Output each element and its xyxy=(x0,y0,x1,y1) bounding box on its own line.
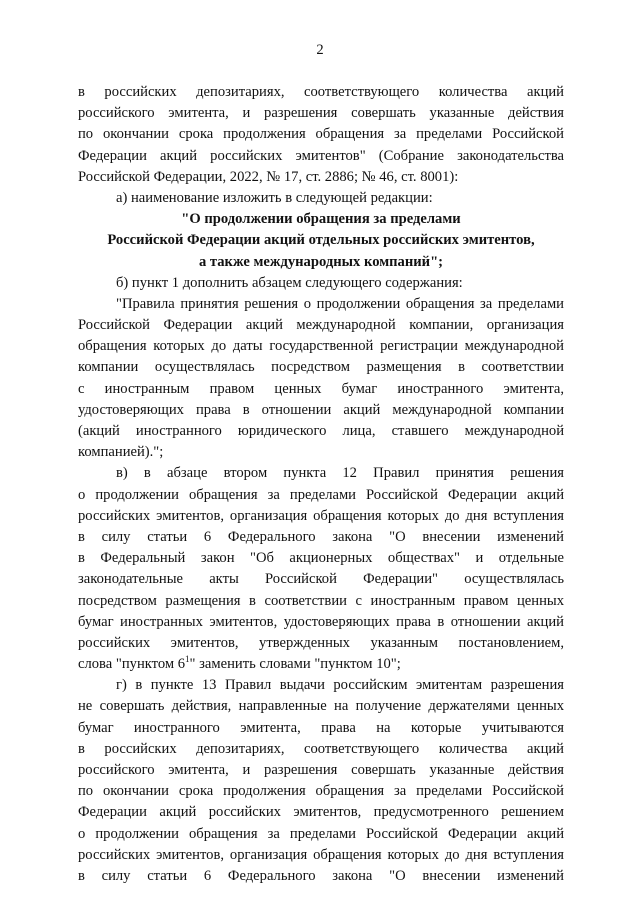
text-line: по окончании срока продолжения обращения за пределами Российской xyxy=(78,126,564,143)
text-line: российских эмитентов, организация обращения которых до дня вступления xyxy=(78,507,564,524)
text-line: "Правила принятия решения о продолжении обращения за пределами xyxy=(116,295,564,312)
text-line: бумаг иностранных эмитентов, удостоверяющих права в отношении акций xyxy=(78,613,564,630)
text-line: в российских депозитариях, соответствующего количества акций xyxy=(78,740,564,757)
page-number: 2 xyxy=(316,42,324,58)
text-line: компанией)."; xyxy=(78,444,164,461)
text-line: в силу статьи 6 Федерального закона "О внесении изменений xyxy=(78,528,564,545)
text-line: о продолжении обращения за пределами Российской Федерации акций xyxy=(78,486,564,503)
text-line: г) в пункте 13 Правил выдачи российским эмитентам разрешения xyxy=(116,677,564,694)
section-heading-line: Российской Федерации акций отдельных российских эмитентов, xyxy=(107,232,535,249)
text-line: российского эмитента, и разрешения совершать указанные действия xyxy=(78,105,564,122)
text-line: посредством размещения в соответствии с иностранным правом ценных xyxy=(78,592,564,609)
text-line: удостоверяющих права в отношении акций международной компании xyxy=(78,401,564,418)
text-line: слова "пунктом $6^1$" заменить словами "пунктом 10"; xyxy=(78,654,401,673)
text-line: российского эмитента, и разрешения совершать указанные действия xyxy=(78,762,564,778)
section-heading-line: а также международных компаний"; xyxy=(198,253,444,270)
text-line: компании осуществлялась посредством размещения в соответствии xyxy=(78,359,564,376)
text-line: российских эмитентов, организация обращения которых до дня вступления xyxy=(78,846,564,863)
section-heading-line: "О продолжении обращения за пределами xyxy=(181,211,461,228)
text-line: Российской Федерации, 2022, № 17, ст. 2886; № 46, ст. 8001): xyxy=(78,168,459,185)
text-line: б) пункт 1 дополнить абзацем следующего содержания: xyxy=(116,274,463,291)
text-line: не совершать действия, направленные на получение держателями ценных xyxy=(78,698,564,715)
text-line: о продолжении обращения за пределами Российской Федерации акций xyxy=(78,825,564,842)
text-line: Федерации акций российских эмитентов, предусмотренного решением xyxy=(78,804,564,821)
text-line: в российских депозитариях, соответствующего количества акций xyxy=(78,84,564,100)
text-line: с иностранным правом ценных бумаг иностранного эмитента, xyxy=(78,380,564,397)
text-line: бумаг иностранного эмитента, права на которые учитываются xyxy=(78,719,564,736)
text-line: по окончании срока продолжения обращения за пределами Российской xyxy=(78,783,564,800)
text-line: а) наименование изложить в следующей редакции: xyxy=(116,189,433,206)
text-line: российских эмитентов, утвержденных указанным постановлением, xyxy=(78,634,564,651)
text-line: законодательные акты Российской Федерации" осуществлялась xyxy=(78,571,564,588)
text-line: в) в абзаце втором пункта 12 Правил принятия решения xyxy=(116,465,564,482)
text-line: обращения которых до даты государственной регистрации международной xyxy=(78,338,564,355)
text-line: (акций иностранного юридического лица, ставшего международной xyxy=(78,423,564,439)
text-line: в Федеральный закон "Об акционерных обществах" и отдельные xyxy=(78,550,564,567)
document-body xyxy=(78,82,564,887)
text-line: Федерации акций российских эмитентов" (Собрание законодательства xyxy=(78,147,564,164)
text-line: в силу статьи 6 Федерального закона "О внесении изменений xyxy=(78,867,564,884)
text-line: Российской Федерации акций международной компании, организация xyxy=(78,317,564,334)
